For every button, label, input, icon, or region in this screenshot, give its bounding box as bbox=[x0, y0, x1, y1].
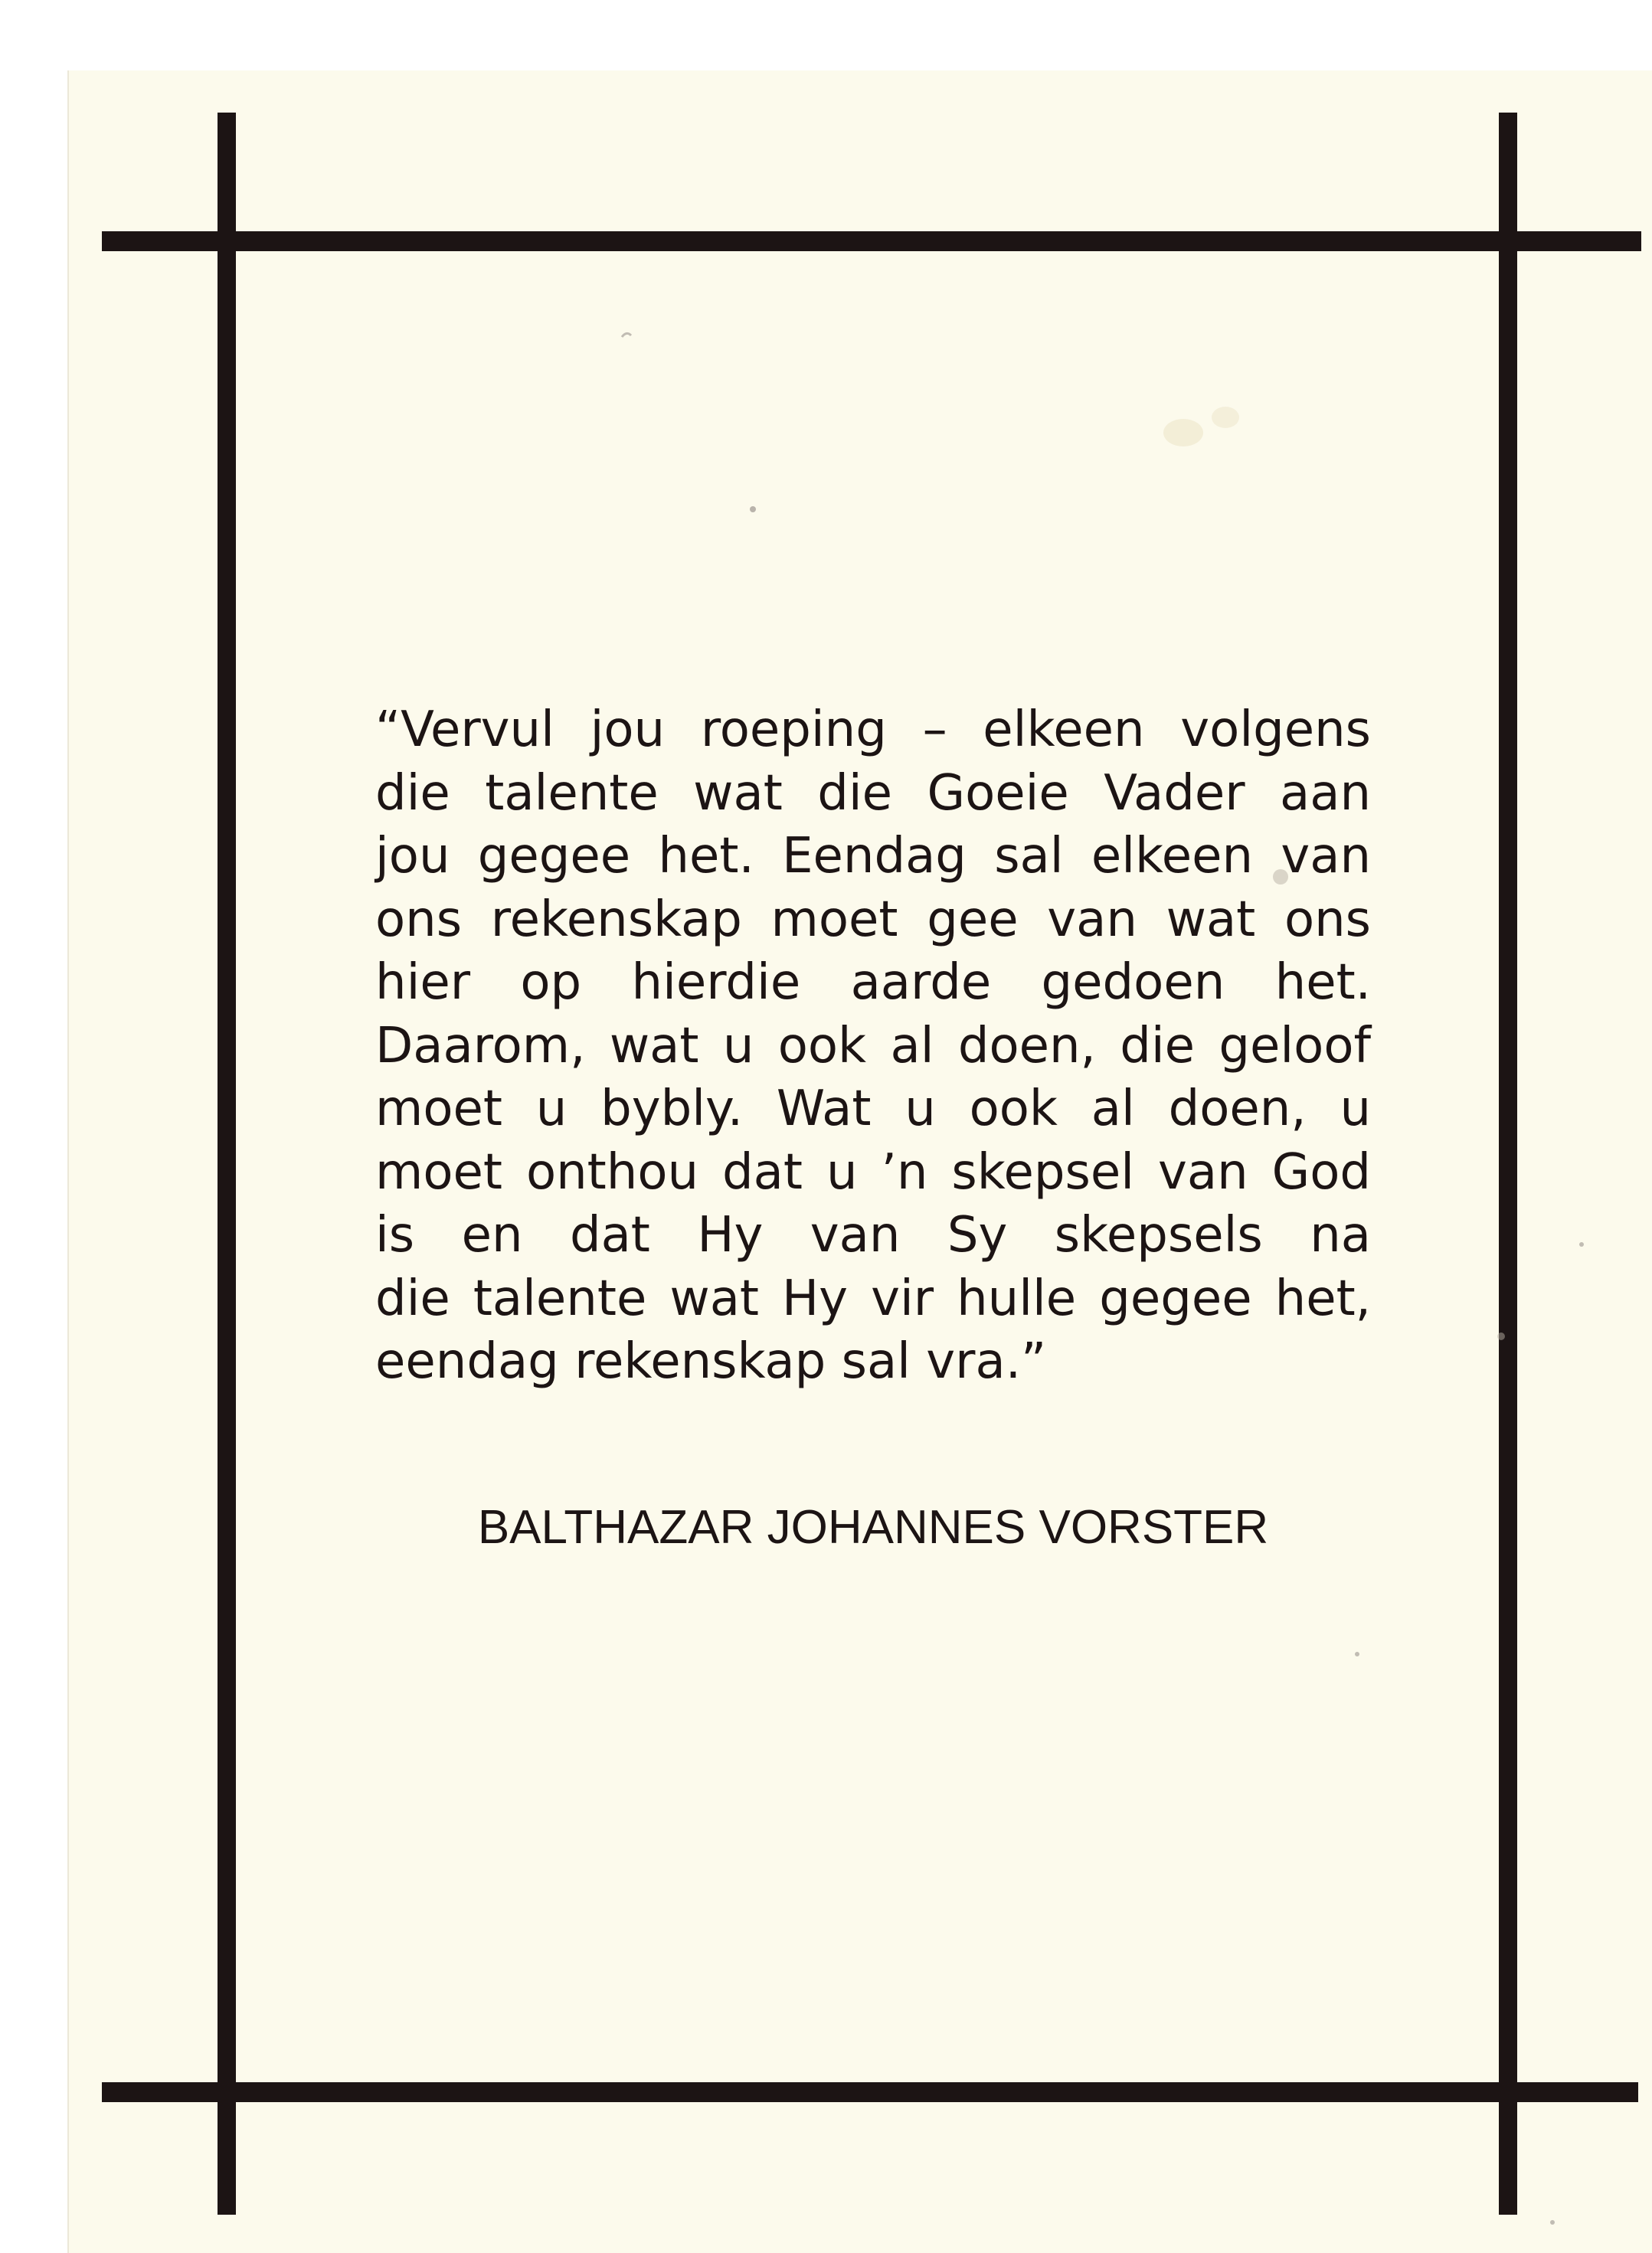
quote-line: eendag rekenskap sal vra.” bbox=[375, 1333, 1047, 1390]
quote-line: ons rekenskap moet gee van wat ons bbox=[375, 891, 1371, 948]
quote-line: jou gegee het. Eendag sal elkeen van bbox=[375, 828, 1371, 885]
quote-line: die talente wat Hy vir hulle gegee het, bbox=[375, 1270, 1371, 1327]
quote-line: Daarom, wat u ook al doen, die geloof bbox=[375, 1017, 1371, 1074]
quote-line: “Vervul jou roeping – elkeen volgens bbox=[375, 701, 1371, 758]
quote-line: moet onthou dat u ’n skepsel van God bbox=[375, 1143, 1371, 1201]
quote-text bbox=[375, 698, 1371, 1394]
quote-line: moet u bybly. Wat u ook al doen, u bbox=[375, 1081, 1371, 1137]
author-name: BALTHAZAR JOHANNES VORSTER bbox=[477, 1501, 1269, 1554]
quote-line: die talente wat die Goeie Vader aan bbox=[375, 764, 1371, 822]
quote-line: is en dat Hy van Sy skepsels na bbox=[375, 1207, 1371, 1264]
quote-line: hier op hierdie aarde gedoen het. bbox=[375, 954, 1371, 1011]
